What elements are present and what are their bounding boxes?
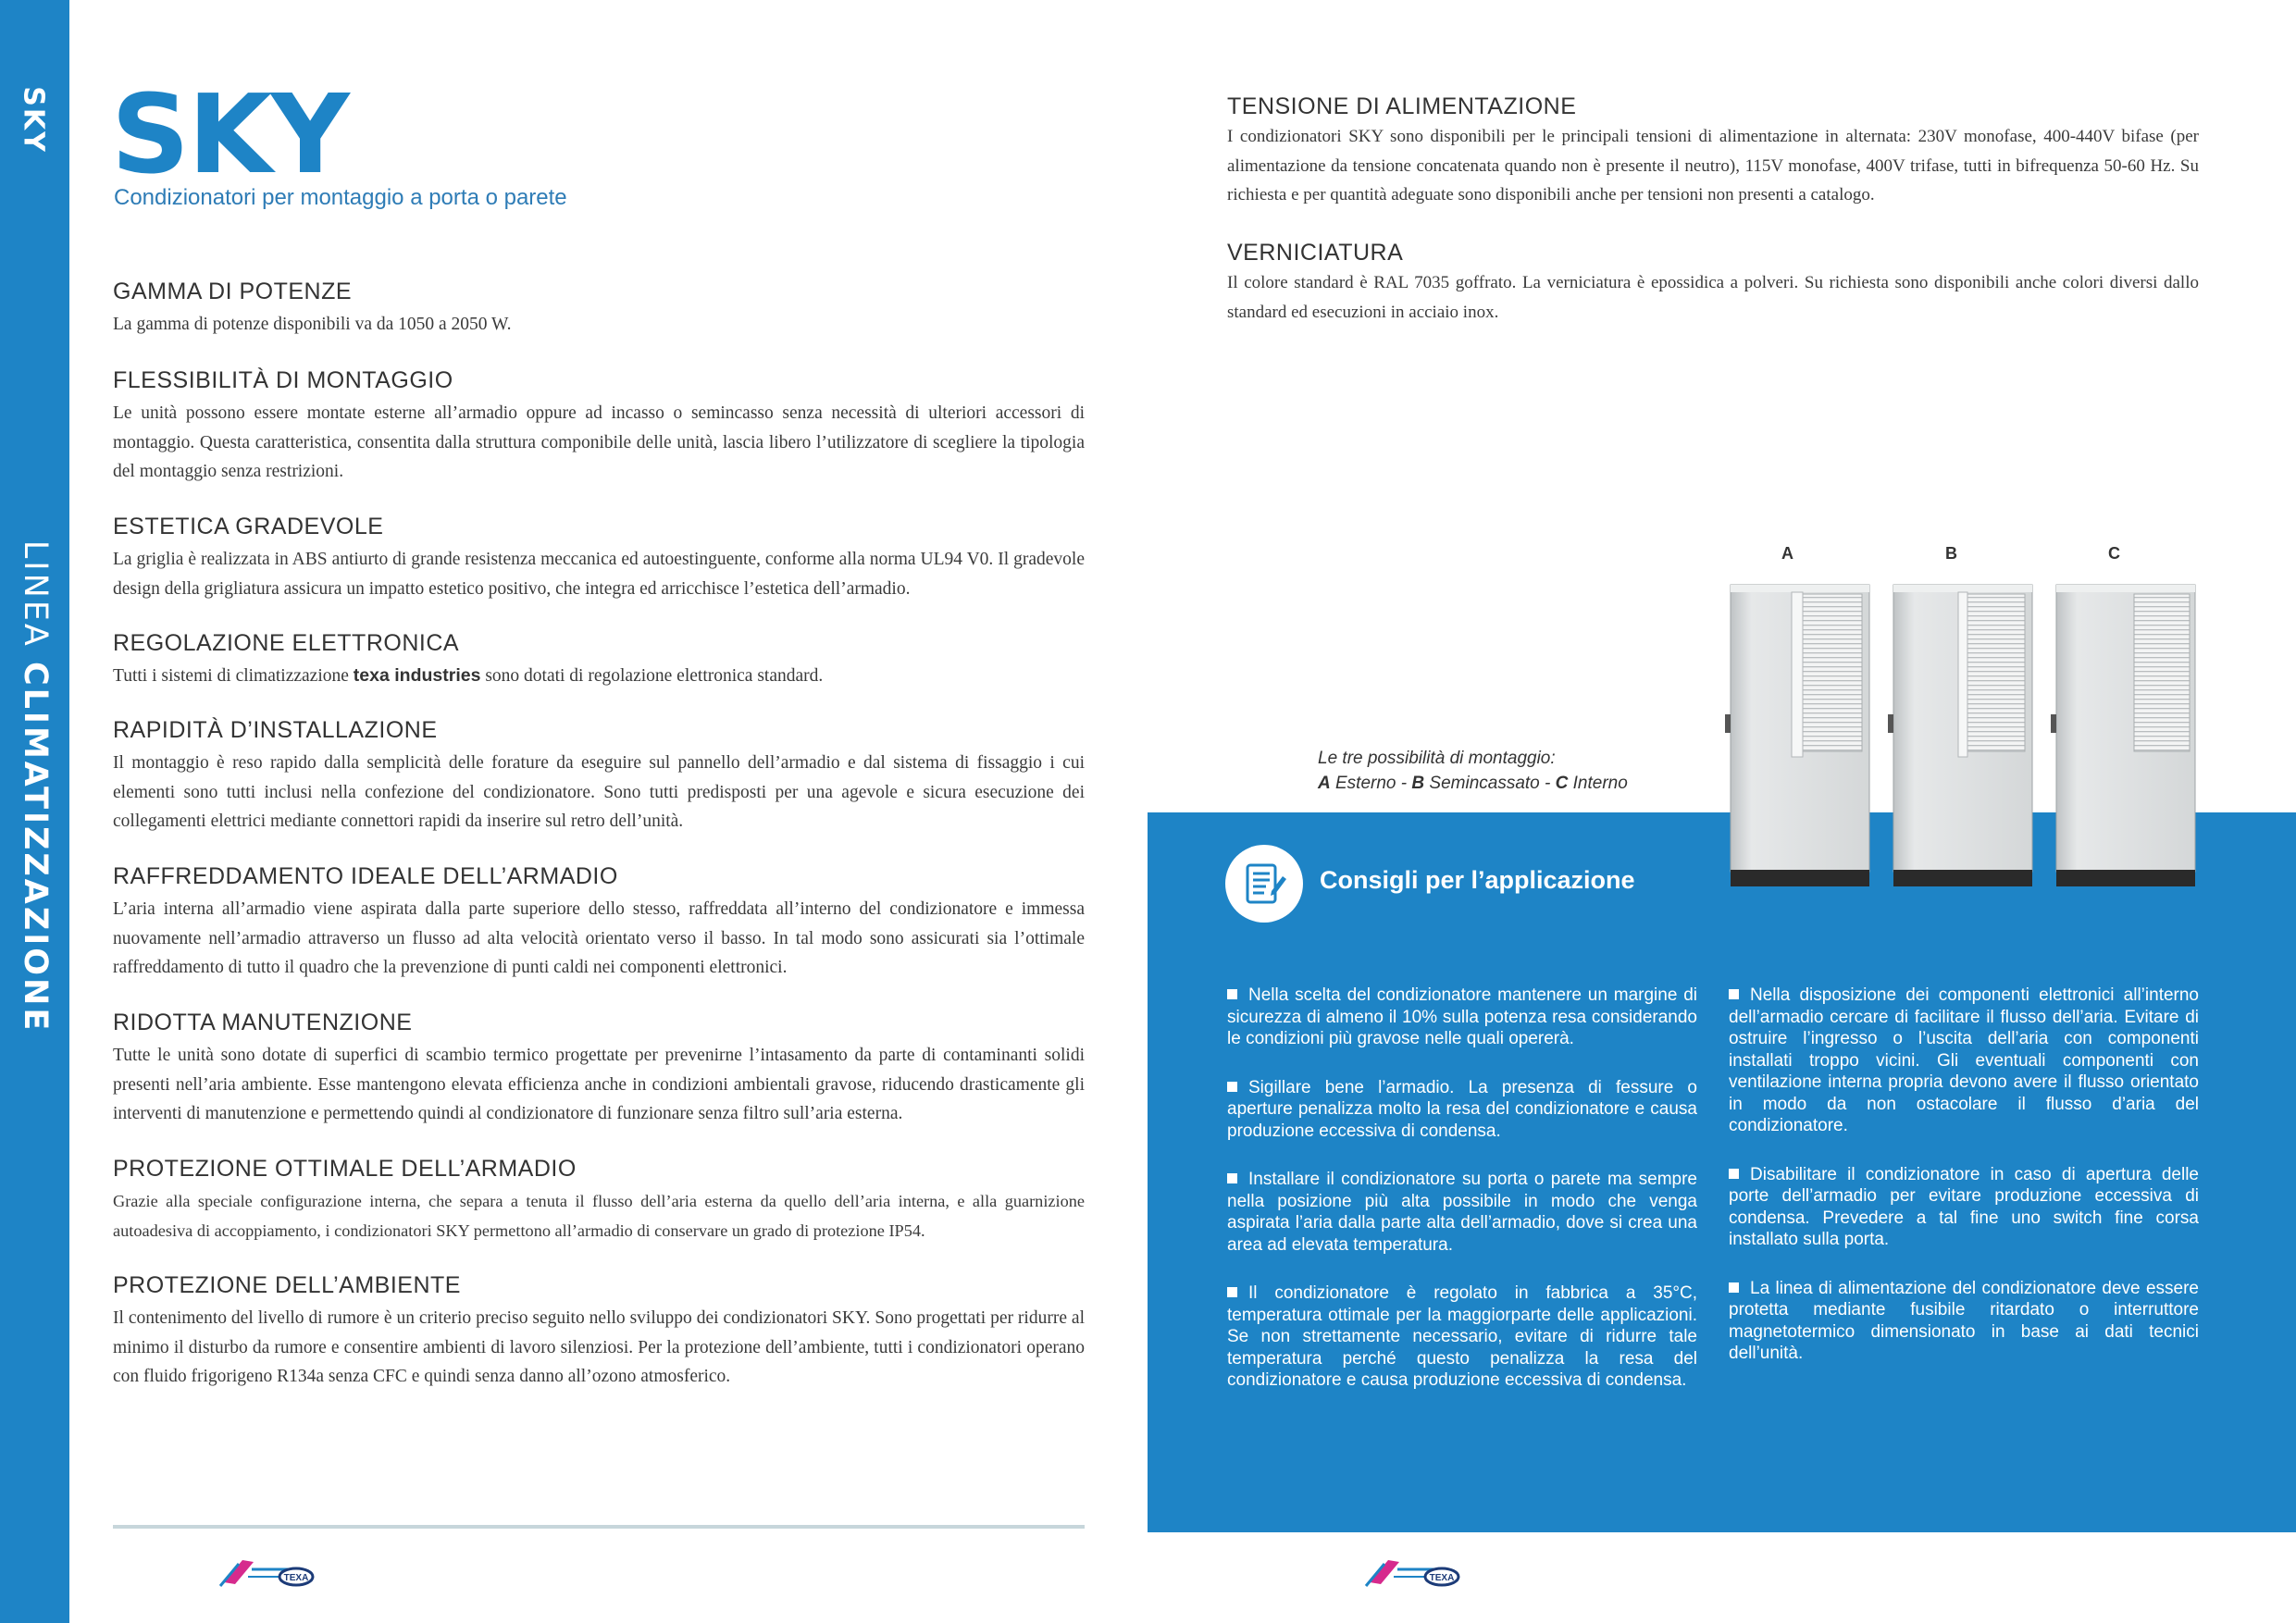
section-verniciatura [1227, 239, 2199, 327]
section-manutenzione [113, 1009, 1085, 1129]
tip-item: Nella disposizione dei componenti elettronici all’interno dell’armadio cercare di facilitare il flusso dell’aria. Evitare di ostruire l’ingresso o l’uscita dell’aria con componenti installati troppo vicini. Gli eventuali componenti con ventilazione interna propria devono avere il flusso orientato in modo da non ostacolare il flusso d’aria del condizionatore. [1729, 985, 2199, 1135]
section-text: Tutti i sistemi di climatizzazione texa industries sono dotati di regolazione elettronica standard. [113, 665, 824, 686]
section-heading: RIDOTTA MANUTENZIONE [113, 1010, 413, 1035]
checklist-icon [1225, 845, 1303, 923]
tip-item: Disabilitare il condizionatore in caso di apertura delle porte dell’armadio per evitare produzione eccessiva di condensa. Prevedere a tal fine uno switch fine corsa installato sulla porta. [1729, 1164, 2199, 1249]
side-sky-label: SKY [17, 86, 50, 154]
bullet-icon [1729, 1169, 1739, 1179]
cabinet-label-a: A [1781, 544, 1793, 563]
section-text: La gamma di potenze disponibili va da 1050 a 2050 W. [113, 315, 512, 334]
section-protezione-ambiente [113, 1271, 1085, 1392]
section-estetica [113, 513, 1085, 603]
section-text: Il colore standard è RAL 7035 goffrato. La verniciatura è epossidica a polveri. Su richiesta sono disponibili anche colori diversi dallo standard ed esecuzioni in acciaio inox. [1227, 273, 2199, 322]
bullet-icon [1729, 1282, 1739, 1293]
section-heading: GAMMA DI POTENZE [113, 279, 353, 304]
section-text: Grazie alla speciale configurazione interna, che separa a tenuta il flusso dell’aria esterna da quello dell’aria interna, e alla guarnizione autoadesiva di accoppiamento, i condizionatori SKY permettono all’armadio di conservare un grado di protezione IP54. [113, 1192, 1085, 1240]
section-raffreddamento [113, 862, 1085, 983]
cabinet-label-c: C [2108, 544, 2120, 563]
section-protezione-armadio [113, 1155, 1085, 1245]
section-regolazione [113, 629, 1085, 691]
section-heading: VERNICIATURA [1227, 240, 1404, 266]
section-heading: FLESSIBILITÀ DI MONTAGGIO [113, 367, 453, 393]
section-text: Il contenimento del livello di rumore è un criterio preciso seguito nello sviluppo dei condizionatori SKY. Sono progettati per ridurre al minimo il disturbo da rumore e consentire ambienti di lavoro silenziosi. Per la protezione dell’ambiente, tutti i condizionatori operano con fluido frigorigeno R134a senza CFC e quindi senza danno all’ozono atmosferico. [113, 1308, 1085, 1386]
section-gamma-potenze [113, 278, 1085, 340]
cabinet-b [1888, 585, 2032, 886]
brand-name: texa industries [353, 665, 481, 686]
bullet-icon [1227, 989, 1237, 999]
cabinets-illustration [1712, 544, 2203, 896]
bullet-icon [1227, 1173, 1237, 1183]
tips-left-column [1227, 985, 1697, 1419]
cabinet-a [1725, 585, 1869, 886]
bullet-icon [1227, 1287, 1237, 1297]
texa-logo-right [1360, 1555, 1462, 1592]
page-title: SKY [111, 70, 348, 198]
mounting-caption: Le tre possibilità di montaggio: A Esterno - B Semincassato - C Interno [1318, 749, 1628, 793]
section-heading: PROTEZIONE DELL’AMBIENTE [113, 1272, 461, 1298]
section-heading: PROTEZIONE OTTIMALE DELL’ARMADIO [113, 1156, 577, 1182]
tip-item: Installare il condizionatore su porta o parete ma sempre nella posizione più alta possibile in modo che venga aspirata l’aria dalla parte alta dell’armadio, dove si crea una area ad elevata temperatura. [1227, 1170, 1697, 1255]
texa-logo-icon [215, 1555, 316, 1592]
tips-right-column [1729, 985, 2199, 1392]
section-tensione [1227, 93, 2199, 210]
texa-logo-left [215, 1555, 316, 1592]
footer-rule [113, 1525, 1085, 1529]
side-band [0, 0, 69, 1623]
section-text: I condizionatori SKY sono disponibili per le principali tensioni di alimentazione in alternata: 230V monofase, 400-440V bifase (per alimentazione da tensione concatenata quando non è presente il neutro), 115V monofase, 400V trifase, tutti in bifrequenza 50-60 Hz. Su richiesta e per quantità adeguate sono disponibili anche per tensioni non presenti a catalogo. [1227, 127, 2199, 204]
tip-item: Sigillare bene l’armadio. La presenza di fessure o aperture penalizza molto la resa del condizionatore e causa produzione eccessiva di condensa. [1227, 1077, 1697, 1141]
section-flessibilita [113, 366, 1085, 487]
cabinet-c [2051, 585, 2195, 886]
section-heading: RAPIDITÀ D’INSTALLAZIONE [113, 717, 438, 743]
svg-text:TEXA: TEXA [1429, 1573, 1455, 1583]
section-text: Le unità possono essere montate esterne all’armadio oppure ad incasso o semincasso senza necessità di ulteriori accessori di montaggio. Questa caratteristica, consentita dalla struttura componibile delle unità, lascia libero l’utilizzatore di scegliere la tipologia del montaggio senza restrizioni. [113, 403, 1085, 481]
cabinet-label-b: B [1945, 544, 1957, 563]
bullet-icon [1729, 989, 1739, 999]
section-heading: ESTETICA GRADEVOLE [113, 514, 384, 539]
side-linea-label: LINEA CLIMATIZZAZIONE [17, 539, 54, 1034]
section-text: Il montaggio è reso rapido dalla semplicità delle forature da eseguire sul pannello dell’armadio e dal sistema di fissaggio i cui elementi sono tutti inclusi nella confezione del condizionatore. Sono tutti predisposti per una agevole e sicura esecuzione dei collegamenti elettrici mediante connettori rapidi da inserire sul retro dell’unità. [113, 753, 1085, 831]
tip-item: Il condizionatore è regolato in fabbrica a 35°C, temperatura ottimale per la maggiorparte delle applicazioni. Se non strettamente necessario, evitare di ridurre tale temperatura perché questo penalizza la resa del condizionatore e causa produzione eccessiva di condensa. [1227, 1283, 1697, 1390]
svg-text:TEXA: TEXA [283, 1573, 309, 1583]
section-heading: RAFFREDDAMENTO IDEALE DELL’ARMADIO [113, 863, 618, 889]
tip-item: La linea di alimentazione del condizionatore deve essere protetta mediante fusibile ritardato o interruttore magnetotermico dimensionato in base ai dati tecnici dell’unità. [1729, 1278, 2199, 1363]
consigli-title: Consigli per l’applicazione [1320, 866, 1635, 894]
section-heading: TENSIONE DI ALIMENTAZIONE [1227, 93, 1577, 119]
cabinets-drawing [1712, 576, 2203, 899]
texa-logo-icon [1360, 1555, 1462, 1592]
section-text: Tutte le unità sono dotate di superfici di scambio termico progettate per prevenirne l’intasamento da parte di contaminanti solidi presenti nell’aria ambiente. Esse mantengono elevata efficienza anche in condizioni ambientali gravose, riducendo drasticamente gli interventi di manutenzione e permettendo quindi al condizionatore di funzionare senza filtro sull’aria esterna. [113, 1046, 1085, 1123]
section-text: L’aria interna all’armadio viene aspirata dalla parte superiore dello stesso, raffreddata all’interno del condizionatore e immessa nuovamente nell’armadio attraverso un flusso ad alta velocità orientato verso il basso. In tal modo sono assicurati sia l’ottimale raffreddamento di tutto il quadro che la prevenzione di punti caldi nei componenti elettronici. [113, 899, 1085, 977]
section-heading: REGOLAZIONE ELETTRONICA [113, 630, 460, 656]
tip-item: Nella scelta del condizionatore mantenere un margine di sicurezza di almeno il 10% sulla potenza resa considerando le condizioni più gravose nelle quali opererà. [1227, 985, 1697, 1048]
section-rapidita [113, 716, 1085, 836]
bullet-icon [1227, 1082, 1237, 1092]
page-subtitle: Condizionatori per montaggio a porta o parete [114, 185, 567, 210]
section-text: La griglia è realizzata in ABS antiurto di grande resistenza meccanica ed autoestinguente, conforme alla norma UL94 V0. Il gradevole design della grigliatura assicura un impatto estetico positivo, che integra ed arricchisce l’estetica dell’armadio. [113, 550, 1085, 599]
